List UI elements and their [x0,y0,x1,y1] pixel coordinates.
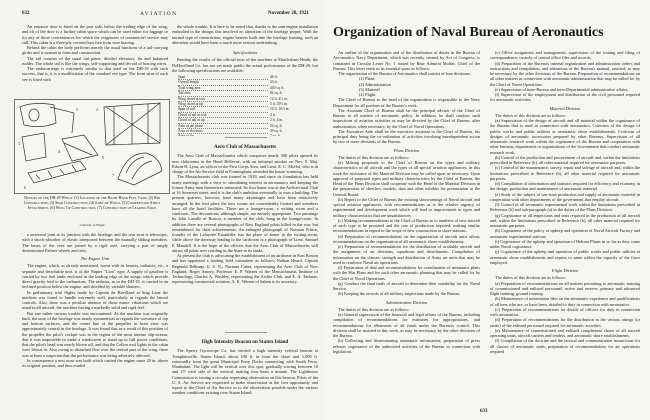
paragraph: (d) Compilation of information and statistics required for efficiency and economy in the design, production and maintenance of aeronautic material. [490,181,640,192]
paragraph: (g) Cognizance of all inspections and tests required in the production of all aircraft and, within the limitations prescribed in Reference (b), all other material required for aeronautic purposes. [490,212,640,228]
paragraph: In consequence a new nose was built which carried the engine some 20 in. above its original position, and thus evaded [22,357,168,368]
paragraph: The engine, which, as already mentioned, forms with its bearers, radiators, etc., a separate and detachable unit, is of the Napier "Lion" type. A supply of gasoline is carried by two fuel tanks enclosed in the leading edge of the wings, which provide direct gravity feed to the carburetors. The radiator, as in the DH-18, is carried in an inclined position below the engine, and shielded by variable shutters. [22,263,168,290]
spec-value [268,134,303,136]
paragraph: The Sperry Gyroscope Co. has erected a high intensity vertical beacon at Tompkinsville, Staten Island, about 100 ft. in from the shore and 1,000 ft. eastwardly from the great Municipal Ferry Docks connecting with South Ferry, Manhattan. The light will be vertical over this spot, gradually waving between 10 and 15° each side of the vertical, making four beats a minute. The Lighthouse Commission is issuing a circular requesting observation on this beacon. Pilots of the U. S. Air Service are requested to make observation at the first opportunity and report to the Chief of Air Service as to the observation possible under the various weather conditions existing over Staten Island. [172,348,318,396]
paragraph: (c) Control of the maintenance, survey, repair and salvage of aircraft and, within the limitations prescribed in Reference (b), all other material required for aeronautic purposes. [490,165,640,181]
beacon-article [172,337,318,403]
spec-label: Wing chord at tip [178,102,268,107]
paragraph: (e) Preparation of recommendations for the distribution of available aircraft and the assignment of air divisions, squadrons and detachments. Compilation of information on the classes, strength and distribution of Army air units that may be used to reinforce Naval air operations. [333,244,480,265]
article-title: Organization of Naval Bureau of Aeronautics [333,25,604,40]
paragraph: (b) Collecting and disseminating aeronautic information; preparation of press release; cognizance of the authorized activities of the Bureau in connection with legislation. [333,338,480,354]
article-text-col1-top [22,24,168,98]
paragraph: (e) Supervision of inter-Bureau and inter-Departmental administrative affairs. [495,86,629,92]
right-page [325,0,650,420]
spec-value: 2 ft. 4 in. [270,118,284,123]
paragraph: (e) Maintenance of commissioned and enlisted complement charts of all aircraft operating units, aircraft carriers and tenders, and aeronautic shore establishments. [490,327,640,338]
spec-label: Wing chord at root [178,96,268,101]
paragraph: The undercarriage is extremely similar to that used on the DH-18 with such success, that is, it is a modification of the standard vee type. The front strut of each vee is fitted with [22,66,168,82]
article-heading-aero-club: Aero Club of Massachusetts [213,144,276,150]
section-heading-engine-unit: The Engine Unit [80,256,110,261]
paragraph: (c) Making recommendations to the Chief of Bureau as to numbers of new aircraft of each type to be procured and the rate of production required; making similar recommendations in regard to the scope of new construction at shore stations. [333,217,480,234]
paragraph: The Aero Club of Massachusetts which comprises nearly 300 pilots opened its new clubrooms in the Hotel Bellevue, with an informal smoker on Nov. 9. Maj. Edwin B. Lyon, air officer of the First Corps Area, and Lieut. E. C. Moffat, who is in charge of the Air Service field at Framingham, attended the house-warming. [172,153,318,174]
spec-label: Span of tail [178,107,268,112]
paragraph: The Massachusetts club was formed in 1919, and since its foundation has held many meetings with a view to stimulating interest in aeronautics and keeping the former Army men themselves interested. Its first home was at the Architectural Club at 16 Somerset street, and it is the club's ambition eventually to own a building. The present quarters, however, have many advantages and have been attractively arranged. In the first place the new rooms are conveniently located and members have all the hotel facilities. There are a lounge-room, a writing room and a cardroom. The decorations, although simple, are entirely appropriate. Two paintings by John Lavalle of Boston, a member of the club, hang in the lounge-room. In addition there are several photographs of New England pilots killed in the war, but remembered for their achievements. An enlarged photograph of Norman Prince, founder of the Lafayette Escadrille, has the place of honor in the writing-room, while above the doorway leading to the cardroom is a photograph of Lieut. Samuel P. Mandell. It is the hope of the officers that the Aero Club of Massachusetts will attract all pilots now residing in the State to its ranks. [172,174,318,253]
section-heading-specifications: Specifications [232,50,258,55]
spec-value: 5 ft. 10½ in. [270,102,288,107]
paragraph: (j) Cognizance of the upkeep and operation of public works and public utilities at aeronautic shore establishments and repairs to same within the capacity of the force employed. [490,249,640,265]
svg-text:7: 7 [112,173,114,178]
section-heading-material: Material Division [549,105,581,111]
paragraph: The organization of the Bureau of Aeronautics shall consist of four divisions: [338,71,471,76]
paragraph: (e) Study of the subject of war-time production and supply of aeronautic material in cooperation with other departments of the government that employ aircraft. [490,191,640,202]
paragraph: a universal joint at its junction with the fuselage, and the rear strut is telescopic, with a shock-absorber of elastic interposed between the mutually sliding members. The bases of the vees are joined by a rigid axle, carrying a pair of amply dimensioned Palmer wheels and tires. [22,232,168,253]
paragraph: the whole trouble. It is here to be noted that, thanks to the unit engine installation embodied in the design, this involved no alteration of the fuselage proper. With the normal type of construction, engine bearers built into the fuselage framing, such an alteration would have been a much more serious undertaking. [172,24,318,45]
paragraph: (a) Preparation of recommendations on all matters pertaining to aeronautic training of commissioned and enlisted personnel, active and reserve; primary and advanced flight training; ground training. [490,280,640,296]
paragraph: Pending the results of the official tests of the machine at Martlesham Heath, the DeHavilland Co. has not yet made public the actual performance of the DH-29, but the following specifications are available: [172,57,318,73]
spec-value: 4 ft. [270,112,276,117]
paragraph: (a) General supervision of the financial and legal affairs of the Bureau, including compilation of recommendations for estimates for appropriations, and recommendations for allotments of all funds under the Bureau's control. This division shall be assisted in this work, as may be necessary, by the other divisions of the Bureau. [333,312,480,338]
paragraph: (f) Preparation of data and recommendations for coordination of aeronautic plans with the War Plans and for such other aeronautic planning that may be called for by the Chief of Naval Operations. [333,265,480,281]
spec-label: Total wing area [178,85,268,90]
page-number: 632 [22,11,30,16]
paragraph: (d) Preparation of recommendations on the organization of aircraft units afloat; recommendations on the organization of all aeronautic shore establishments. [333,233,480,244]
paragraph: (f) Control of all aeronautic experimental work within the limitations prescribed in Reference (b) and sub-paragraph (a) in the duties of the Plans Division. [490,202,640,213]
paragraph: (c) Preparation of recommendations for details of officers for duty in connection with aeronautics. [490,306,640,317]
paragraph: But one rather curious trouble was encountered. As the machine was originally built, the nose of the fuselage was nearly symmetrical as regards the curvature of top and bottom surfaces, and the center line of the propeller in front view was approximately central in the fuselage. It was found that as a result of this position of the propeller the pilot's cockpit was in the region of the most intense slip-stream, that it was impossible to make a windscreen to stand up to full power conditions, that the pilot's head was nearly blown off, and that the Cellon roof lights in the cabin were blown in. Also owing to disturbed flow over the central part of the wing, there was at least a suspicion that the performance was being adversely affected. [22,310,168,358]
paragraph: The duties of this division are as follows: [495,275,567,281]
svg-text:1: 1 [76,107,78,112]
section-heading-administration: Administration Division [385,299,428,305]
paragraph: The duties of this division are as follows: [338,154,410,160]
paragraph: (b) Control of the production and procurement of aircraft and, within the limitations prescribed in Reference (b), all other material required for aeronautic purposes. [490,154,640,165]
spec-value: 82 sq. ft. [270,91,283,96]
spec-label: Overall length [178,80,268,85]
spec-value: 30 sq. ft. [270,129,283,134]
paragraph: The Chief of Bureau as the head of the organization is responsible to the Navy Department for all portions of the Bureau's work. [333,97,480,108]
division-list-item: (4) Flight. [359,92,377,97]
paragraph: (d) Preparation of the Bureau's internal organization and administration orders and instructions and compilation, and alterations of the Bureau's manual, assisted, as may be necessary by the other divisions of the Bureau. Preparation of recommendations on all other matters in connection with aeronautic administration that may be called for by the Chief of Naval Operations. [490,60,640,87]
paragraph: An outline of the organization and of the distribution of duties in the Bureau of Aeronautics, Navy Department, which was recently created by Act of Congress, is contained in Circular Letter No. 1 issued by Rear Admiral Moffat, Chief of the Bureau. This letter reads in its essential parts as follows: [333,50,480,71]
division-list-item: (2) Administration [359,81,391,87]
paragraph: (i) Cognizance of the upkeep and operation of Helium Plants in so far as they come under Naval cognizance. [490,238,640,249]
divider [225,137,267,138]
article-text-col1 [333,50,480,405]
paragraph: (h) Keeping the records of all military inspections made by the Bureau. [338,291,461,297]
paragraph: Behind the cabin the body performs merely the usual functions of a tail-carrying girder and is normal in form and construction. [22,45,168,56]
figure-caption: Details of the DH-29 Wings: (1) Location of the Right Hand Fuel Tank, (2) Rib Construction, (3) Spar Construction, (4) Joint of Wings, (5) Compression Strut Attachment, (6) Wing Tip Construction, (7) Construction of Leading Edge. [23,196,161,210]
svg-text:6: 6 [24,185,26,190]
section-heading-flight: Flight Division [551,268,579,273]
paragraph: The duties of this division are as follows: [338,306,410,312]
paragraph: The tail consists of the usual tail plane, divided elevators, fin and balanced rudder. The whole tail is like the wings, self-supporting and devoid of bracing wires. [22,55,168,66]
spec-label: Tail area [178,91,268,96]
section-heading-plans: Plans Division [393,147,420,153]
paragraph: The Assistant Chief of Bureau shall be the principal adviser of the Chief of Bureau in all matters of aeronautic policy. In addition, he shall conduct such inspections of aviation activities as may be directed by the Chief of Bureau, after authorization, when necessary, by the Chief of Naval Operations. [333,107,480,129]
article-heading-beacon: High Intensity Beacon on Staten Island [201,339,289,345]
svg-text:4: 4 [58,149,60,154]
paragraph: (f) Supervision of the employment and distribution of the civil personnel required for aeronautic activities. [490,92,640,103]
paragraph: At present the club is advocating the establishment of an airdrome in East Boston and has appointed a landing field committee as follows: Nathan Heard, Captain Reginald Belknap, U. S. N.; Norman Cabot, representing the Aero Club of New England; Roger Amory, Professor E. P. Warner of the Massachusetts Institute of Technology, Charles A. Washley, representing the Archie Club, and E. A. Tarbaux, representing commercial aviation. A. K. Warren of Salem is its secretary. [172,253,318,285]
figure-credit: Courtesy of Flight [79,223,105,227]
spec-label: Span [178,75,268,80]
paragraph: (c) Office assignment and management; supervision of the routing and filing of correspondence; custody of central office files and records. [490,50,640,61]
spec-value: 14 ft. 10½ in. [270,107,290,112]
division-list-item: (3) Material [359,86,380,92]
spec-value: 33 ft. [270,80,278,85]
divider [225,332,267,333]
paragraph: (b) Report to the Chief of Bureau the existing shortcomings of Naval aircraft and special aviation appliances, with recommendations as to the relative urgency of experimental and development work which will lead to improvement in types and military characteristics that are unsatisfactory. [333,196,480,218]
spec-label: Chord of tail at root [178,112,268,117]
specifications-table [178,75,303,136]
paragraph: An entrance door is fitted on the port side, below the trailing edge of the wing, and aft of the door is a further cabin space which can be used either for luggage or for any of those conveniences for which the exigencies of commercial service may call. This cabin is a three-ply covered box free from wire bracing. [22,24,168,45]
page-number: 633 [480,409,488,414]
paragraph: (d) Preparation of recommendations for the distribution in the various ratings (or ranks) of the enlisted personnel required for aeronautic activities. [490,317,640,328]
paragraph: In preliminary trial flights made by Captain de Havilland at Stag Lane the machine was found to handle extremely well, particularly as regards the lateral controls. Also, there was a peculiar absence of those minor vibrations which are usual in all aircraft, the machine having a markedly solid and rigid feel. [22,289,168,311]
running-head: AVIATION [140,11,178,17]
spec-label: Area of elevators [178,129,268,134]
paragraph: (f) Compilation of the doctrine and the tactical and communication instructions for all classes of aeronautic units; preparation of recommendations for air operations required [490,338,640,354]
spec-label [178,134,268,136]
article-text-col2 [490,50,640,405]
paragraph: (b) Maintenance of information files on the aeronautic experience and qualifications of officers who are, or have been, detailed to duty in connection with aeronautics. [490,296,640,307]
paragraph: (h) Cognizance of the policy of upkeep and operation of Naval Aircraft Factory and aeronautic experimental stations. [490,228,640,239]
aero-club-article [172,142,318,327]
spec-value: 440 sq. ft. [270,85,285,90]
svg-text:5: 5 [102,155,104,160]
article-text-col2-top [172,24,318,136]
article-text-col1-bottom [22,232,168,402]
spec-row [178,134,303,136]
spec-value: 12 ft. 4½ in. [270,96,288,101]
paragraph: (a) Supervision of the design of aircraft and all material within the cognizance of the Bureau that is used in connection with aeronautics. Criticism of the design of public works and public utilities at aeronautic shore establishments. Criticism of designs of aeronautic accessories prepared by other Bureaus. Supervision of all aeronautic research work within the cognizance of the Bureau and cooperation with other bureaus, departments or organizations of the Government that conduct aeronautic research work. [490,118,640,155]
svg-text:3: 3 [18,141,20,146]
spec-label: Chord of tail at tip [178,118,268,123]
division-list-item: (1) Plans [359,76,375,82]
paragraph: The duties of this division are as follows: [495,112,567,118]
paragraph: (a) Making proposals to the Chief of Bureau on the types and military characteristics of all aircraft and the types of all special aviation appliances; in this work the assistance of the Material Division may be called upon as necessary. Upon approval of proposed types and military characteristics by the Chief of Bureau, the Head of the Plans Division shall cooperate with the Head of the Material Division in the preparation of sketches, models, data and other exhibits for presentation to the General Board. [333,160,480,197]
spec-value: 52 sq. ft. [270,123,283,128]
paragraph: The Executive Aide shall be the executive assistant to the Chief of Bureau, his principal duty being the co-ordination of activities involving interdependent action by two or more divisions of the Bureau. [333,128,480,145]
svg-text:2: 2 [96,107,98,112]
issue-date: November 28, 1921 [268,11,309,16]
spec-label: Area of tail plane [178,123,268,128]
paragraph: (g) Conduct the final trials of aircraft to determine their suitability for the Naval Service. [333,280,480,291]
spec-value: 46 ft. [270,75,278,80]
wing-details-illustration [14,99,170,194]
